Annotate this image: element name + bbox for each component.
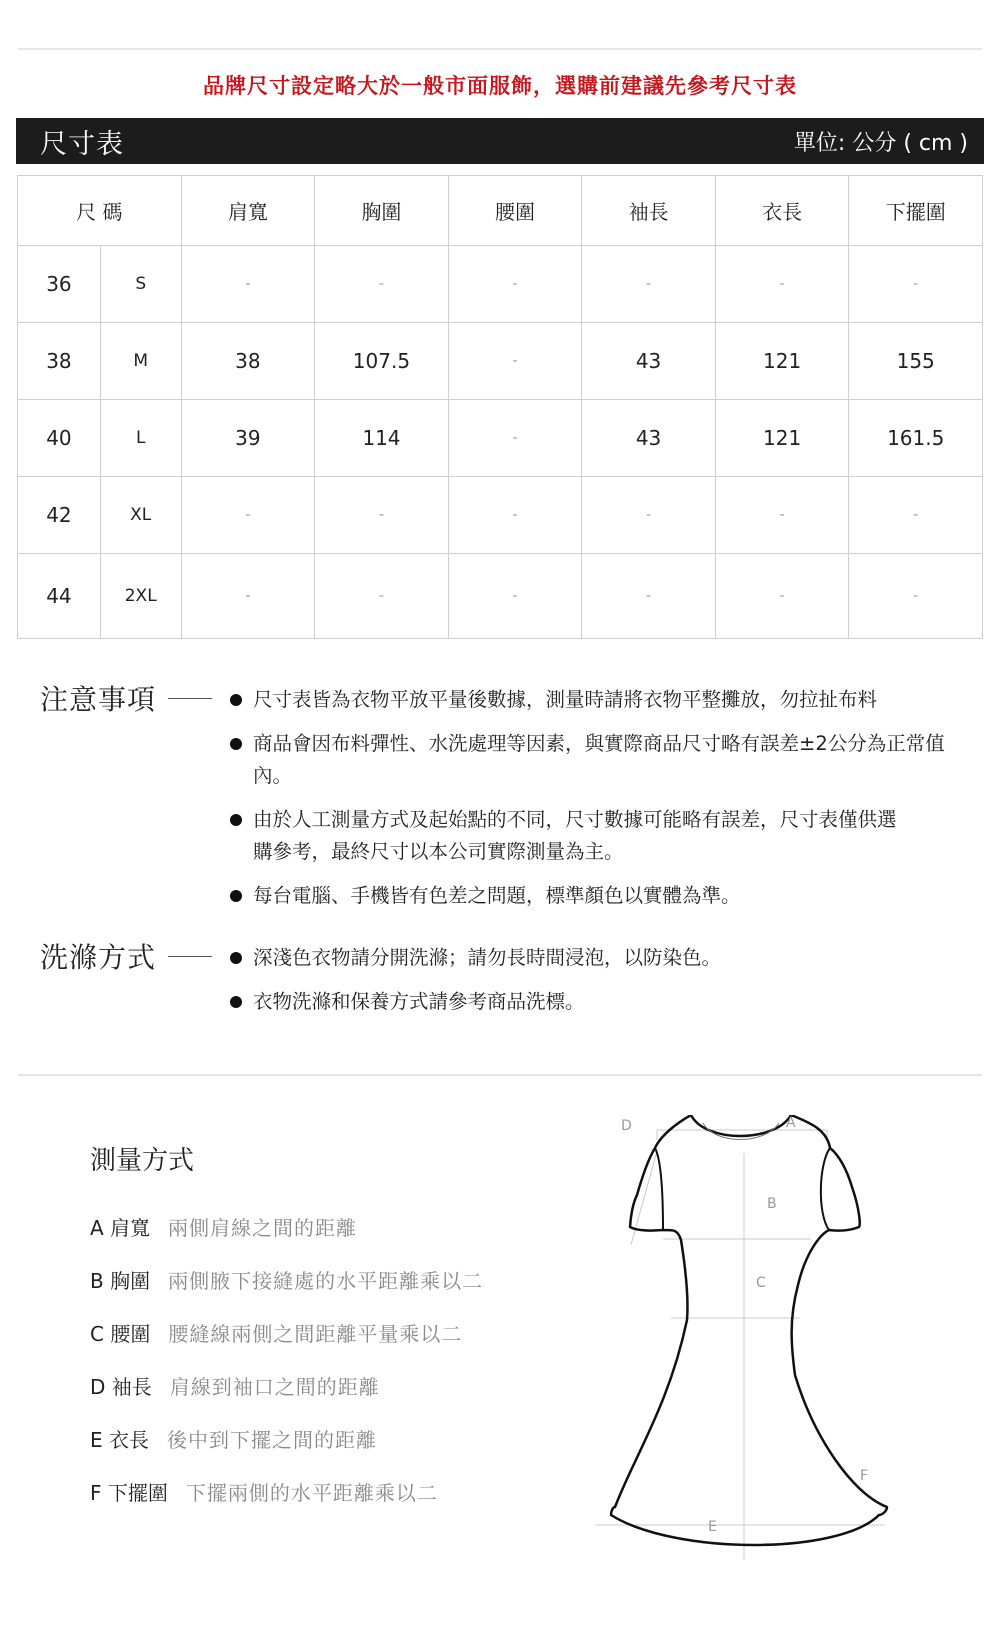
washing-item <box>230 986 970 1018</box>
note-text: 商品會因布料彈性、水洗處理等因素，與實際商品尺寸略有誤差±2公分為正常值內。 <box>253 732 945 787</box>
measure-item <box>90 1318 462 1347</box>
label-c: C <box>756 1275 766 1291</box>
size-letter: S <box>100 246 181 323</box>
table-cell: 39 <box>181 400 315 477</box>
measure-desc: 兩側腋下接縫處的水平距離乘以二 <box>168 1269 484 1293</box>
table-cell: 155 <box>849 323 983 400</box>
measure-label: B 胸圍 <box>90 1269 151 1293</box>
col-waist: 腰圍 <box>448 176 582 246</box>
note-item <box>230 880 970 912</box>
table-row <box>18 400 983 477</box>
bullet-icon <box>230 952 242 964</box>
dress-diagram <box>595 1115 925 1605</box>
note-item <box>230 728 960 792</box>
size-chart-header <box>16 118 984 164</box>
size-letter: M <box>100 323 181 400</box>
table-cell: - <box>448 477 582 554</box>
measure-desc: 肩線到袖口之間的距離 <box>169 1375 380 1399</box>
table-cell: - <box>448 554 582 639</box>
top-divider <box>18 48 982 50</box>
table-cell: - <box>715 477 849 554</box>
table-cell: 107.5 <box>315 323 449 400</box>
table-cell: - <box>315 554 449 639</box>
measure-desc: 腰縫線兩側之間距離平量乘以二 <box>168 1322 463 1346</box>
table-cell: - <box>582 554 716 639</box>
size-table <box>17 175 983 639</box>
note-text: 由於人工測量方式及起始點的不同，尺寸數據可能略有誤差，尺寸表僅供選購參考，最終尺寸以本公司實際測量為主。 <box>253 808 897 863</box>
col-shoulder: 肩寬 <box>181 176 315 246</box>
measure-label: C 腰圍 <box>90 1322 151 1346</box>
label-a: A <box>786 1115 796 1131</box>
table-cell: - <box>715 554 849 639</box>
table-row <box>18 554 983 639</box>
washing-text: 衣物洗滌和保養方式請參考商品洗標。 <box>253 990 585 1013</box>
size-number: 36 <box>18 246 101 323</box>
unit-label: 單位: 公分 ( cm ) <box>793 130 968 156</box>
bullet-icon <box>230 996 242 1008</box>
sleeve-seam-left <box>655 1148 663 1230</box>
col-sleeve: 袖長 <box>582 176 716 246</box>
size-notice: 品牌尺寸設定略大於一般市面服飾，選購前建議先參考尺寸表 <box>203 74 797 98</box>
table-cell: 114 <box>315 400 449 477</box>
bullet-icon <box>230 694 242 706</box>
bullet-icon <box>230 738 242 750</box>
measure-item <box>90 1424 377 1453</box>
measure-item <box>90 1212 357 1241</box>
notes-heading <box>40 678 212 718</box>
measure-desc: 下擺兩側的水平距離乘以二 <box>185 1481 438 1505</box>
guide-lines <box>595 1130 885 1560</box>
measure-title: 測量方式 <box>90 1146 195 1176</box>
size-number: 44 <box>18 554 101 639</box>
size-chart-title: 尺寸表 <box>40 128 124 160</box>
table-cell: - <box>582 246 716 323</box>
bullet-icon <box>230 814 242 826</box>
table-cell: 38 <box>181 323 315 400</box>
sleeve-seam-right <box>821 1148 830 1230</box>
table-cell: - <box>448 323 582 400</box>
table-cell: 121 <box>715 323 849 400</box>
measure-desc: 兩側肩線之間的距離 <box>168 1216 358 1240</box>
measure-desc: 後中到下擺之間的距離 <box>167 1428 377 1452</box>
measure-item <box>90 1371 380 1400</box>
size-letter: 2XL <box>100 554 181 639</box>
measure-label: E 衣長 <box>90 1428 149 1452</box>
table-cell: 43 <box>582 400 716 477</box>
bullet-icon <box>230 890 242 902</box>
washing-heading <box>40 936 212 976</box>
measure-label: D 袖長 <box>90 1375 152 1399</box>
col-chest: 胸圍 <box>315 176 449 246</box>
table-cell: 161.5 <box>849 400 983 477</box>
size-number: 40 <box>18 400 101 477</box>
note-item <box>230 684 970 716</box>
table-cell: - <box>849 477 983 554</box>
measure-label: A 肩寬 <box>90 1216 151 1240</box>
note-text: 尺寸表皆為衣物平放平量後數據，測量時請將衣物平整攤放，勿拉扯布料 <box>253 688 878 711</box>
size-letter: XL <box>100 477 181 554</box>
size-number: 38 <box>18 323 101 400</box>
label-b: B <box>767 1196 777 1212</box>
table-cell: - <box>181 246 315 323</box>
measure-item <box>90 1477 438 1506</box>
table-header-row <box>18 176 983 246</box>
measure-item <box>90 1265 483 1294</box>
measure-label: F 下擺圍 <box>90 1481 168 1505</box>
label-d: D <box>621 1118 632 1134</box>
note-text: 每台電腦、手機皆有色差之問題，標準顏色以實體為準。 <box>253 884 741 907</box>
col-hem: 下擺圍 <box>849 176 983 246</box>
washing-title: 洗滌方式 <box>40 941 157 974</box>
heading-line <box>168 956 212 957</box>
table-cell: - <box>315 477 449 554</box>
label-f: F <box>860 1468 869 1484</box>
col-length: 衣長 <box>715 176 849 246</box>
table-cell: - <box>715 246 849 323</box>
size-number: 42 <box>18 477 101 554</box>
table-cell: - <box>849 246 983 323</box>
table-cell: - <box>315 246 449 323</box>
washing-item <box>230 942 970 974</box>
notes-title: 注意事項 <box>40 683 157 716</box>
dress-outline <box>611 1115 887 1545</box>
table-cell: - <box>448 400 582 477</box>
table-cell: - <box>181 477 315 554</box>
table-row <box>18 323 983 400</box>
table-cell: - <box>448 246 582 323</box>
heading-line <box>168 698 212 699</box>
section-divider <box>18 1074 982 1076</box>
table-cell: - <box>849 554 983 639</box>
table-cell: - <box>582 477 716 554</box>
note-item <box>230 804 910 868</box>
size-letter: L <box>100 400 181 477</box>
label-e: E <box>708 1519 717 1535</box>
table-cell: 121 <box>715 400 849 477</box>
table-cell: 43 <box>582 323 716 400</box>
col-size: 尺 碼 <box>18 176 182 246</box>
table-row <box>18 246 983 323</box>
table-cell: - <box>181 554 315 639</box>
washing-text: 深淺色衣物請分開洗滌；請勿長時間浸泡，以防染色。 <box>253 946 722 969</box>
table-row <box>18 477 983 554</box>
